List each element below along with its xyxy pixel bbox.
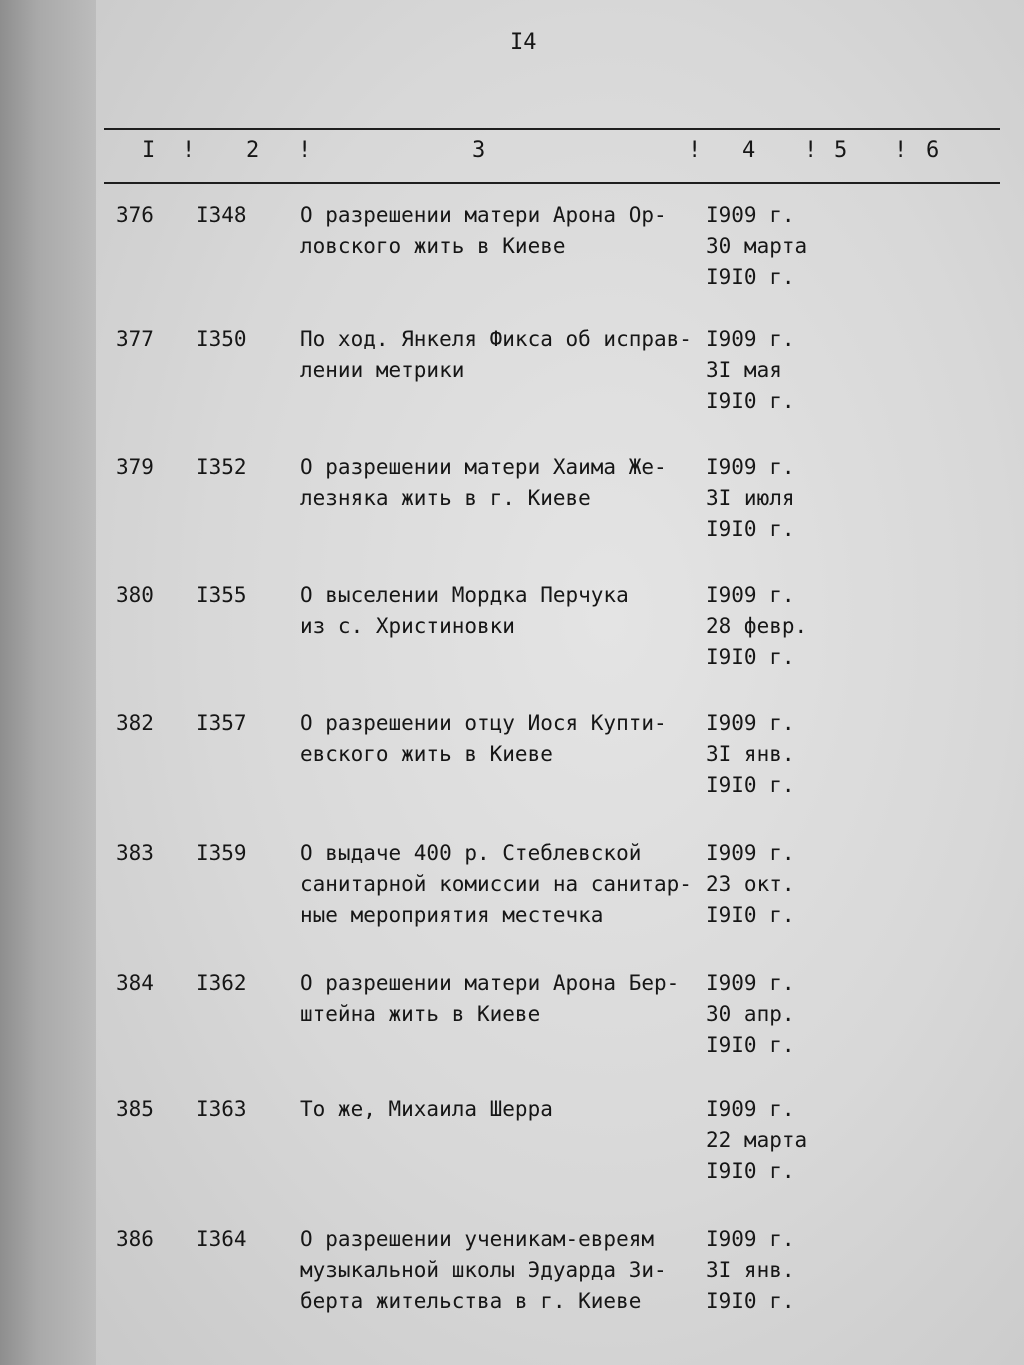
column-header-1: I	[142, 138, 156, 163]
title-line: санитарной комиссии на санитар-	[300, 872, 692, 896]
column-header-3: 3	[472, 138, 486, 163]
column-separator: !	[688, 138, 702, 163]
date-line: I909 г.	[706, 455, 795, 479]
date-line: I909 г.	[706, 1227, 795, 1251]
record-title	[300, 838, 692, 931]
date-line: 3I мая	[706, 358, 782, 382]
date-line: I909 г.	[706, 971, 795, 995]
column-header-2: 2	[246, 138, 260, 163]
title-line: музыкальной школы Эдуарда Зи-	[300, 1258, 667, 1282]
record-dates	[706, 838, 795, 931]
column-header-6: 6	[926, 138, 940, 163]
date-line: I9I0 г.	[706, 1159, 795, 1183]
file-number: I350	[196, 327, 247, 351]
date-line: I909 г.	[706, 327, 795, 351]
title-line: берта жительства в г. Киеве	[300, 1289, 642, 1313]
date-line: I9I0 г.	[706, 1289, 795, 1313]
record-number: 385	[116, 1097, 154, 1121]
title-line: из с. Христиновки	[300, 614, 515, 638]
date-line: 30 апр.	[706, 1002, 795, 1026]
title-line: О выселении Мордка Перчука	[300, 583, 629, 607]
date-line: 30 марта	[706, 234, 808, 258]
table-top-rule	[104, 128, 1000, 130]
record-title	[300, 452, 667, 514]
record-number: 377	[116, 327, 154, 351]
record-dates	[706, 968, 795, 1061]
date-line: I9I0 г.	[706, 265, 795, 289]
record-number: 376	[116, 203, 154, 227]
record-title	[300, 708, 667, 770]
column-separator: !	[182, 138, 196, 163]
file-number: I363	[196, 1097, 247, 1121]
table-header-rule	[104, 182, 1000, 184]
title-line: По ход. Янкеля Фикса об исправ-	[300, 327, 692, 351]
adjacent-page-edge	[0, 0, 96, 1365]
file-number: I348	[196, 203, 247, 227]
title-line: лезняка жить в г. Киеве	[300, 486, 591, 510]
column-separator: !	[894, 138, 908, 163]
date-line: I9I0 г.	[706, 645, 795, 669]
record-dates	[706, 452, 795, 545]
title-line: евского жить в Киеве	[300, 742, 553, 766]
file-number: I359	[196, 841, 247, 865]
date-line: 3I янв.	[706, 742, 795, 766]
record-title	[300, 1094, 553, 1125]
title-line: О разрешении матери Арона Ор-	[300, 203, 667, 227]
date-line: I9I0 г.	[706, 389, 795, 413]
column-header-4: 4	[742, 138, 756, 163]
file-number: I355	[196, 583, 247, 607]
date-line: I909 г.	[706, 711, 795, 735]
title-line: О разрешении отцу Иося Купти-	[300, 711, 667, 735]
date-line: 22 марта	[706, 1128, 808, 1152]
date-line: 28 февр.	[706, 614, 808, 638]
date-line: I9I0 г.	[706, 1033, 795, 1057]
date-line: I909 г.	[706, 203, 795, 227]
title-line: О выдаче 400 р. Стеблевской	[300, 841, 642, 865]
date-line: I9I0 г.	[706, 903, 795, 927]
record-dates	[706, 324, 795, 417]
date-line: I909 г.	[706, 583, 795, 607]
record-number: 380	[116, 583, 154, 607]
record-number: 384	[116, 971, 154, 995]
date-line: 3I июля	[706, 486, 795, 510]
file-number: I362	[196, 971, 247, 995]
column-header-5: 5	[834, 138, 848, 163]
record-dates	[706, 1224, 795, 1317]
title-line: лении метрики	[300, 358, 465, 382]
column-separator: !	[298, 138, 312, 163]
record-dates	[706, 200, 807, 293]
title-line: О разрешении матери Арона Бер-	[300, 971, 680, 995]
record-dates	[706, 708, 795, 801]
title-line: О разрешении ученикам-евреям	[300, 1227, 655, 1251]
file-number: I352	[196, 455, 247, 479]
record-title	[300, 580, 629, 642]
file-number: I364	[196, 1227, 247, 1251]
title-line: О разрешении матери Хаима Же-	[300, 455, 667, 479]
title-line: штейна жить в Киеве	[300, 1002, 541, 1026]
record-number: 386	[116, 1227, 154, 1251]
date-line: I9I0 г.	[706, 517, 795, 541]
date-line: I909 г.	[706, 1097, 795, 1121]
date-line: 23 окт.	[706, 872, 795, 896]
title-line: То же, Михаила Шерра	[300, 1097, 553, 1121]
record-dates	[706, 580, 807, 673]
record-title	[300, 324, 692, 386]
record-title	[300, 968, 679, 1030]
title-line: ловского жить в Киеве	[300, 234, 566, 258]
title-line: ные мероприятия местечка	[300, 903, 604, 927]
file-number: I357	[196, 711, 247, 735]
date-line: I909 г.	[706, 841, 795, 865]
record-dates	[706, 1094, 807, 1187]
record-title	[300, 200, 667, 262]
record-number: 383	[116, 841, 154, 865]
date-line: 3I янв.	[706, 1258, 795, 1282]
record-number: 382	[116, 711, 154, 735]
date-line: I9I0 г.	[706, 773, 795, 797]
column-separator: !	[804, 138, 818, 163]
page-number: I4	[510, 30, 537, 55]
record-title	[300, 1224, 667, 1317]
record-number: 379	[116, 455, 154, 479]
